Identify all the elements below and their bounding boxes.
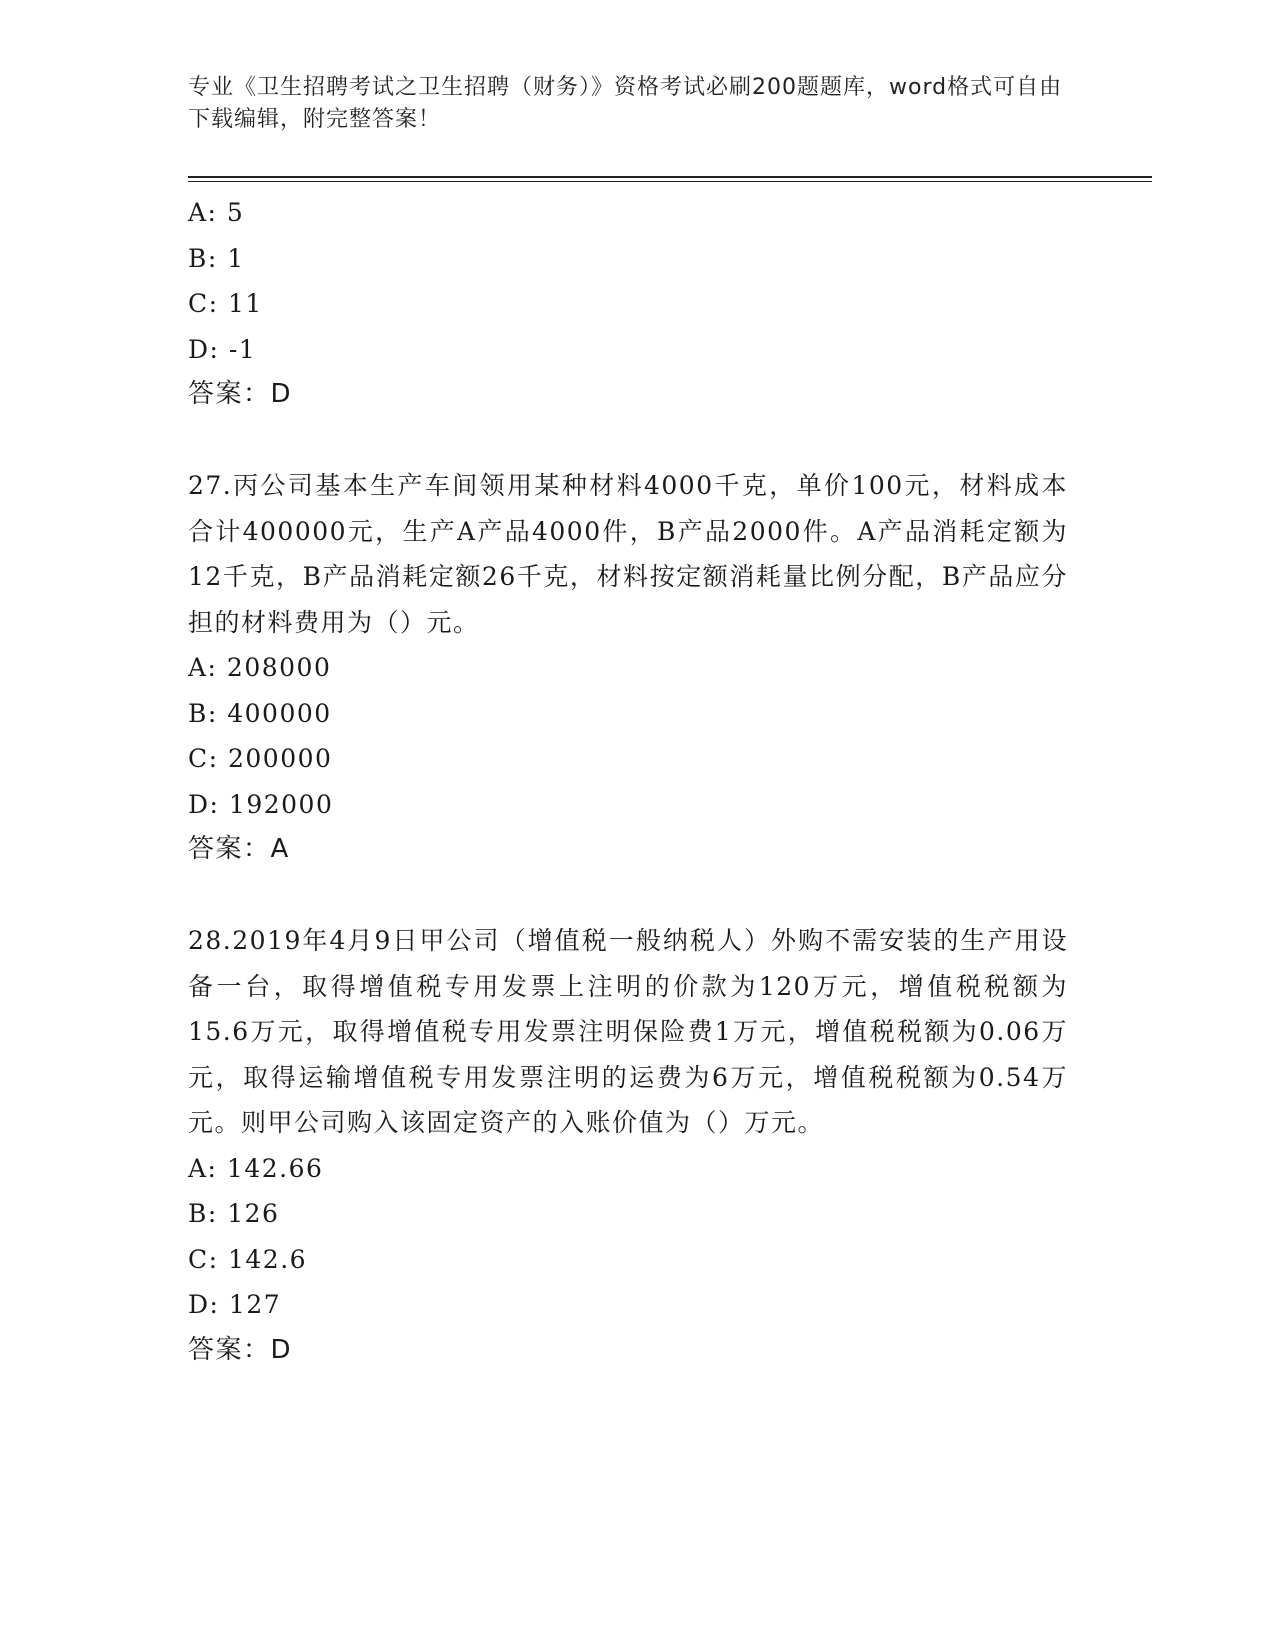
q26-answer: 答案：D [188,379,293,409]
spacer [188,418,1088,464]
q27-option-b: B: 400000 [188,698,332,728]
q27-stem: 27.丙公司基本生产车间领用某种材料4000千克，单价100元，材料成本合计400000元，生产A产品4000件，B产品2000件。A产品消耗定额为12千克，B产品消耗定额26千克，材料按定额消耗量比例分配，B产品应分担的材料费用为（）元。 [188,471,1068,637]
header-rule-thin [188,181,1152,182]
q28-answer: 答案：D [188,1334,293,1365]
header-rule-thick [188,176,1152,178]
q28-option-c: C: 142.6 [188,1244,308,1274]
q26-option-d: D: -1 [188,334,257,364]
q28-option-d: D: 127 [188,1290,282,1319]
q26-option-b: B: 1 [188,243,245,273]
q27-option-a: A: 208000 [188,653,332,682]
q28-stem: 28.2019年4月9日甲公司（增值税一般纳税人）外购不需安装的生产用设备一台，取得增值税专用发票上注明的价款为120万元，增值税税额为15.6万元，取得增值税专用发票注明保险费1万元，增值税税额为0.06万元，取得运输增值税专用发票注明的运费为6万元，增值税税额为0.54万元。则甲公司购入该固定资产的入账价值为（）万元。 [188,926,1068,1137]
q27-option-c: C: 200000 [188,744,333,773]
spacer [188,873,1088,919]
q27-option-d: D: 192000 [188,789,334,819]
document-header: 专业《卫生招聘考试之卫生招聘（财务）》资格考试必刷200题题库，word格式可自由下载编辑，附完整答案！ [188,75,1063,132]
question-content [188,190,1088,1373]
q28-option-b: B: 126 [188,1199,280,1228]
q28-option-a: A: 142.66 [188,1153,324,1183]
q26-option-a: A: 5 [188,198,245,227]
q26-option-c: C: 11 [188,289,263,318]
q27-answer: 答案：A [188,834,290,864]
